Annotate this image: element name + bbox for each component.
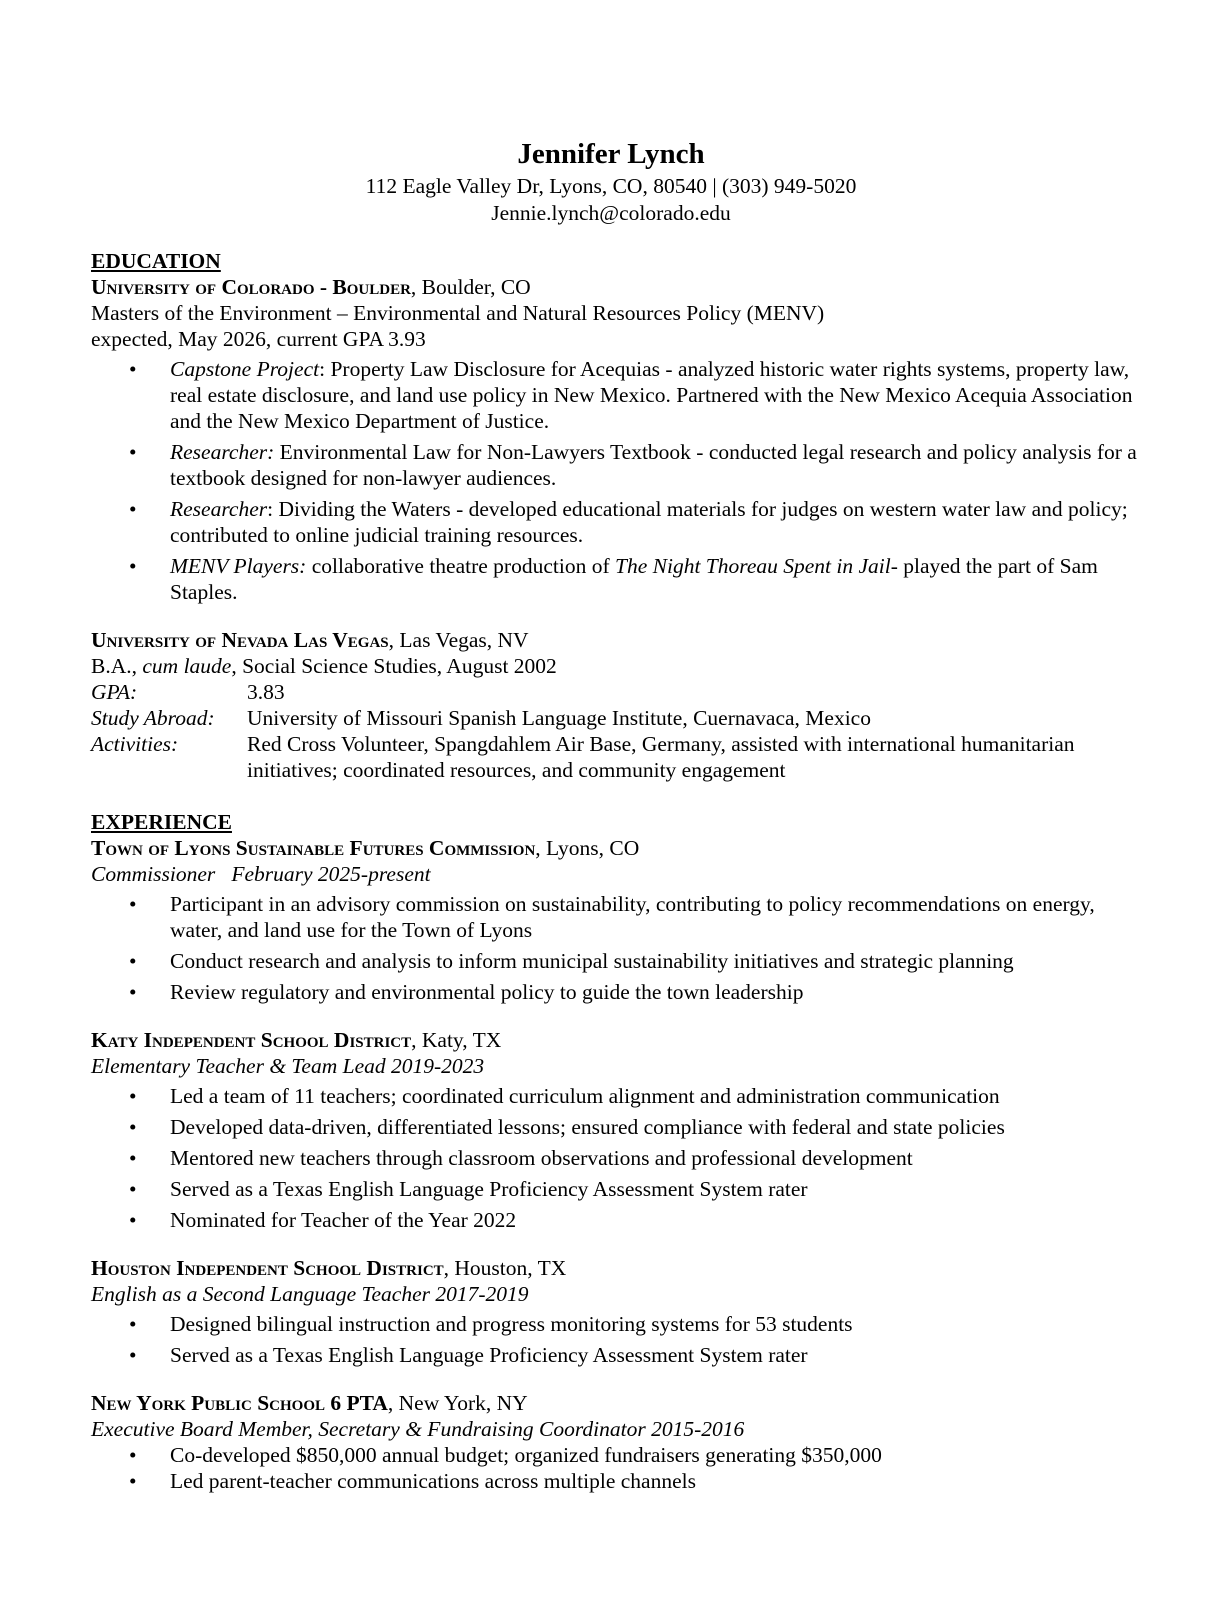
job-org-line: [91, 835, 1141, 861]
candidate-name: Jennifer Lynch: [517, 138, 705, 170]
cu-org-name: University of Colorado - Boulder: [91, 275, 411, 299]
bullet-text: Conduct research and analysis to inform municipal sustainability initiatives and strategic planning: [170, 949, 1014, 973]
list-item: [91, 496, 1141, 548]
job-org-name: Katy Independent School District: [91, 1028, 412, 1052]
contact-address-phone: 112 Eagle Valley Dr, Lyons, CO, 80540 | (303) 949-5020: [365, 174, 857, 198]
list-item: [91, 1176, 1141, 1202]
row-value: University of Missouri Spanish Language Institute, Cuernavaca, Mexico: [247, 706, 871, 730]
list-item: [91, 356, 1141, 434]
job-role: Commissioner February 2025-present: [91, 862, 431, 886]
degree-honor: cum laude: [142, 654, 232, 678]
bullet-marker: •: [129, 440, 137, 464]
experience-heading: EXPERIENCE: [91, 810, 232, 834]
resume-header: [0, 136, 1222, 226]
bullet-marker: •: [129, 980, 137, 1004]
bullet-text: Served as a Texas English Language Proficiency Assessment System rater: [170, 1177, 808, 1201]
list-item: [91, 1468, 1141, 1494]
bullet-text: Developed data-driven, differentiated lessons; ensured compliance with federal and state policies: [170, 1115, 1005, 1139]
list-item: [91, 439, 1141, 491]
bullet-marker: •: [129, 497, 137, 521]
cu-expected: expected, May 2026, current GPA 3.93: [91, 327, 426, 351]
job-bullet-list: [91, 891, 1141, 1005]
bullet-sep: :: [267, 497, 274, 521]
job-org-name: Houston Independent School District: [91, 1256, 444, 1280]
unlv-study-abroad-row: [91, 705, 1141, 731]
list-item: [91, 1442, 1141, 1468]
list-item: [91, 1114, 1141, 1140]
cu-location: , Boulder, CO: [410, 275, 531, 299]
bullet-marker: •: [129, 1443, 137, 1467]
bullet-text: - played the part of Sam Staples.: [170, 554, 1098, 604]
job-location: , Lyons, CO: [535, 836, 640, 860]
row-label: Activities:: [91, 732, 179, 756]
list-item: [91, 1083, 1141, 1109]
bullet-text: Dividing the Waters - developed educational materials for judges on western water law and policy; contributed to online judicial training resources.: [170, 497, 1128, 547]
unlv-activities-row: [91, 731, 1141, 783]
job-org-line: [91, 1027, 1141, 1053]
job-bullet-list: [91, 1311, 1141, 1368]
bullet-text: Designed bilingual instruction and progress monitoring systems for 53 students: [170, 1312, 853, 1336]
job-location: , New York, NY: [387, 1391, 528, 1415]
unlv-gpa-row: [91, 679, 1141, 705]
row-value: Red Cross Volunteer, Spangdahlem Air Base, Germany, assisted with international humanitarian initiatives; coordinated resources, and community engagement: [247, 732, 1075, 782]
cu-org-line: [91, 274, 1141, 300]
row-label: GPA:: [91, 680, 138, 704]
job-role: Elementary Teacher & Team Lead 2019-2023: [91, 1054, 485, 1078]
unlv-org-name: University of Nevada Las Vegas: [91, 628, 389, 652]
list-item: [91, 1207, 1141, 1233]
job-location: , Houston, TX: [443, 1256, 567, 1280]
degree-part: B.A.,: [91, 654, 143, 678]
bullet-text: Served as a Texas English Language Proficiency Assessment System rater: [170, 1343, 808, 1367]
list-item: [91, 979, 1141, 1005]
job-org-line: [91, 1255, 1141, 1281]
job-location: , Katy, TX: [411, 1028, 502, 1052]
list-item: [91, 891, 1141, 943]
cu-degree: Masters of the Environment – Environmental and Natural Resources Policy (MENV): [91, 301, 825, 325]
job-org-name: New York Public School 6 PTA: [91, 1391, 388, 1415]
list-item: [91, 1342, 1141, 1368]
job-role: English as a Second Language Teacher 2017-2019: [91, 1282, 529, 1306]
unlv-org-line: [91, 627, 1141, 653]
bullet-marker: •: [129, 1177, 137, 1201]
cu-bullet-list: [91, 356, 1141, 605]
bullet-sep: :: [319, 357, 326, 381]
bullet-marker: •: [129, 949, 137, 973]
bullet-marker: •: [129, 1469, 137, 1493]
bullet-label: Researcher: [170, 497, 268, 521]
bullet-text: Mentored new teachers through classroom observations and professional development: [170, 1146, 913, 1170]
education-heading: EDUCATION: [91, 249, 221, 273]
bullet-label: Researcher:: [170, 440, 275, 464]
row-label: Study Abroad:: [91, 706, 215, 730]
list-item: [91, 1145, 1141, 1171]
bullet-marker: •: [129, 1084, 137, 1108]
bullet-text: Nominated for Teacher of the Year 2022: [170, 1208, 517, 1232]
bullet-text: collaborative theatre production of: [306, 554, 615, 578]
list-item: [91, 553, 1141, 605]
bullet-marker: •: [129, 1115, 137, 1139]
bullet-marker: •: [129, 1146, 137, 1170]
bullet-marker: •: [129, 1208, 137, 1232]
degree-part: , Social Science Studies, August 2002: [231, 654, 557, 678]
bullet-text: Led a team of 11 teachers; coordinated curriculum alignment and administration communication: [170, 1084, 1000, 1108]
play-title: The Night Thoreau Spent in Jail: [615, 554, 891, 578]
job-org-name: Town of Lyons Sustainable Futures Commission: [91, 836, 536, 860]
bullet-text: Participant in an advisory commission on sustainability, contributing to policy recommendations on energy, water, and land use for the Town of Lyons: [170, 892, 1095, 942]
bullet-marker: •: [129, 892, 137, 916]
job-org-line: [91, 1390, 1141, 1416]
job-role: Executive Board Member, Secretary & Fundraising Coordinator 2015-2016: [91, 1417, 745, 1441]
bullet-text: Review regulatory and environmental policy to guide the town leadership: [170, 980, 804, 1004]
job-bullet-list: [91, 1442, 1141, 1494]
bullet-text: Property Law Disclosure for Acequias - analyzed historic water rights systems, property law, real estate disclosure, and land use policy in New Mexico. Partnered with the New Mexico Acequia Association and the New Mexico Department of Justice.: [170, 357, 1133, 433]
bullet-marker: •: [129, 554, 137, 578]
resume-content: [91, 248, 1141, 1494]
bullet-text: Environmental Law for Non-Lawyers Textbook - conducted legal research and policy analysis for a textbook designed for non-lawyer audiences.: [170, 440, 1137, 490]
bullet-marker: •: [129, 1312, 137, 1336]
unlv-location: , Las Vegas, NV: [388, 628, 529, 652]
bullet-label: MENV Players:: [170, 554, 307, 578]
unlv-degree: [91, 653, 1141, 679]
bullet-text: Led parent-teacher communications across multiple channels: [170, 1469, 696, 1493]
bullet-text: Co-developed $850,000 annual budget; organized fundraisers generating $350,000: [170, 1443, 882, 1467]
bullet-label: Capstone Project: [170, 357, 320, 381]
list-item: [91, 948, 1141, 974]
row-value: 3.83: [247, 680, 285, 704]
bullet-marker: •: [129, 1343, 137, 1367]
job-bullet-list: [91, 1083, 1141, 1233]
contact-email: Jennie.lynch@colorado.edu: [491, 201, 731, 225]
list-item: [91, 1311, 1141, 1337]
bullet-marker: •: [129, 357, 137, 381]
